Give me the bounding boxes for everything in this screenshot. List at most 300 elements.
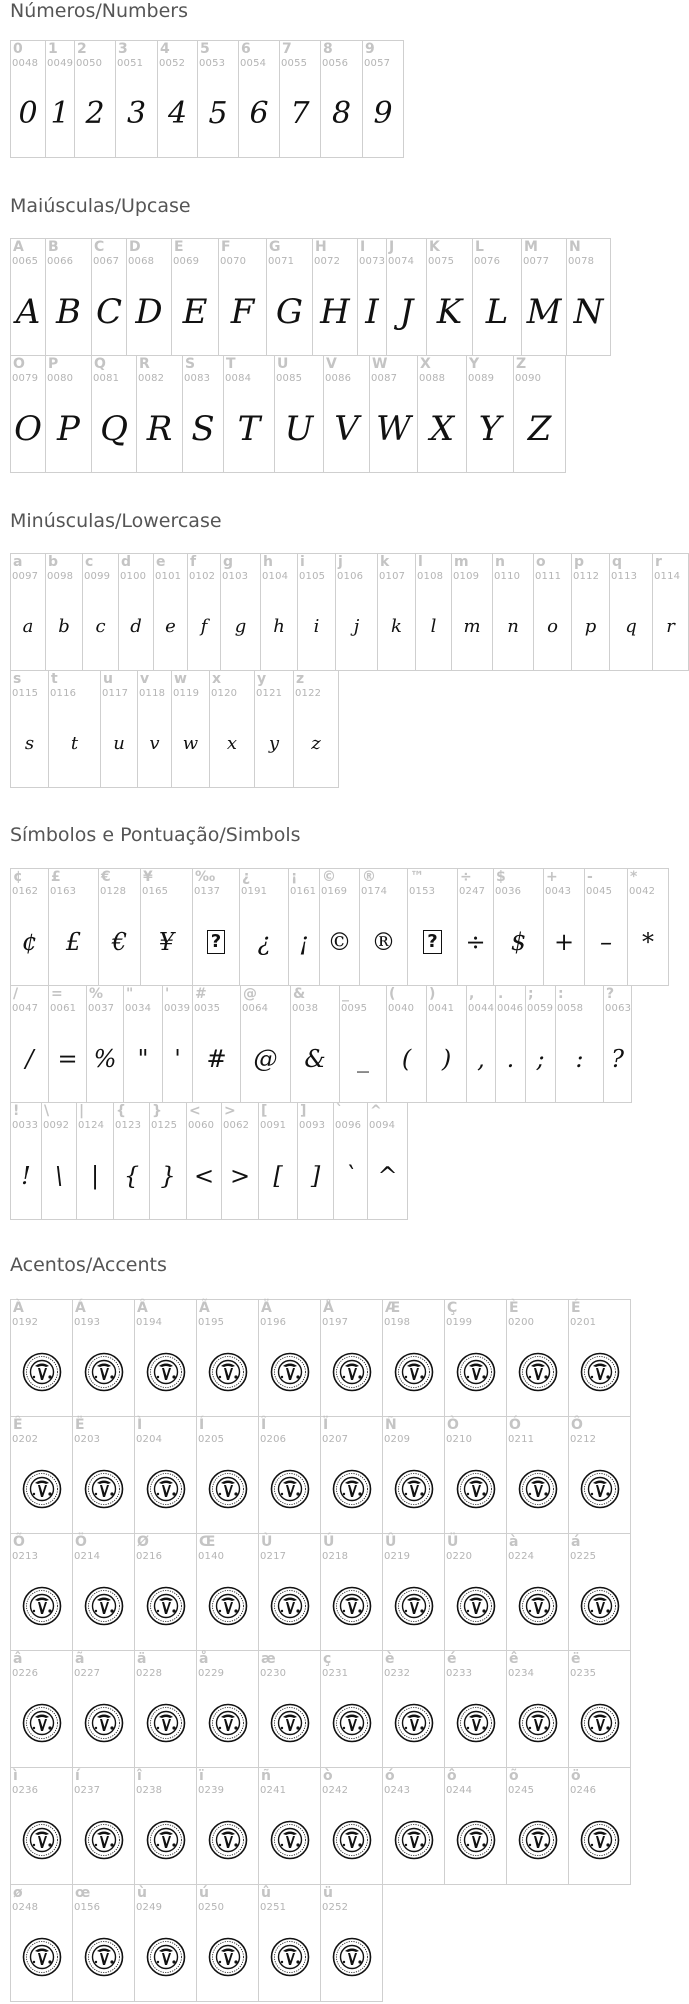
glyph-char-label: \ <box>44 1103 50 1119</box>
glyph-char-label: h <box>263 554 273 570</box>
glyph-sample: z <box>311 733 321 754</box>
glyph-code-label: 0119 <box>173 688 200 699</box>
glyph-code-label: 0228 <box>136 1668 163 1679</box>
missing-glyph-seal-icon <box>146 1352 186 1392</box>
glyph-char-label: 5 <box>200 41 210 57</box>
glyph-code-label: 0174 <box>361 886 388 897</box>
glyph-cell <box>10 1299 73 1417</box>
glyph-sample: K <box>436 292 463 332</box>
glyph-cell <box>10 1102 42 1220</box>
glyph-sample: 0 <box>18 96 38 131</box>
glyph-sample: B <box>56 292 81 332</box>
glyph-code-label: 0083 <box>184 373 211 384</box>
glyph-char-label: ¥ <box>143 869 153 885</box>
glyph-cell <box>162 985 193 1103</box>
glyph-code-label: 0078 <box>568 256 595 267</box>
glyph-code-label: 0216 <box>136 1551 163 1562</box>
glyph-code-label: 0241 <box>260 1785 287 1796</box>
missing-glyph-seal-icon <box>332 1352 372 1392</box>
glyph-code-label: 0096 <box>335 1120 362 1131</box>
glyph-char-label: A <box>13 239 24 255</box>
glyph-cell <box>134 1767 197 1885</box>
glyph-sample: i <box>313 616 320 637</box>
glyph-code-label: 0062 <box>223 1120 250 1131</box>
glyph-code-label: 0066 <box>47 256 74 267</box>
glyph-sample: } <box>160 1162 176 1190</box>
glyph-cell <box>258 1650 321 1768</box>
glyph-code-label: 0061 <box>50 1003 77 1014</box>
glyph-char-label: X <box>420 356 431 372</box>
glyph-char-label: @ <box>243 986 257 1002</box>
glyph-code-label: 0099 <box>84 571 111 582</box>
glyph-code-label: 0233 <box>446 1668 473 1679</box>
glyph-cell <box>221 1102 259 1220</box>
glyph-cell <box>48 670 101 788</box>
glyph-code-label: 0122 <box>295 688 322 699</box>
glyph-sample: { <box>123 1162 140 1190</box>
glyph-sample: h <box>273 616 285 637</box>
glyph-sample: N <box>573 292 604 332</box>
glyph-char-label: ? <box>606 986 615 1002</box>
missing-glyph-seal-icon <box>456 1469 496 1509</box>
glyph-char-label: + <box>546 869 558 885</box>
glyph-char-label: = <box>51 986 63 1002</box>
glyph-cell <box>359 868 408 986</box>
glyph-code-label: 0044 <box>468 1003 495 1014</box>
glyph-char-label: G <box>269 239 281 255</box>
glyph-code-label: 0125 <box>151 1120 178 1131</box>
glyph-cell <box>258 1533 321 1651</box>
glyph-code-label: 0116 <box>50 688 77 699</box>
glyph-sample: L <box>485 292 509 332</box>
glyph-code-label: 0191 <box>241 886 268 897</box>
glyph-code-label: 0115 <box>12 688 39 699</box>
glyph-cell <box>45 553 83 671</box>
glyph-code-label: 0089 <box>468 373 495 384</box>
glyph-code-label: 0137 <box>194 886 221 897</box>
glyph-char-label: è <box>385 1651 395 1667</box>
glyph-char-label: s <box>13 671 22 687</box>
glyph-cell <box>72 1299 135 1417</box>
glyph-sample: O <box>14 409 42 449</box>
glyph-sample: a <box>22 616 34 637</box>
missing-glyph-seal-icon <box>22 1937 62 1977</box>
glyph-cell <box>239 868 289 986</box>
glyph-code-label: 0039 <box>164 1003 191 1014</box>
glyph-char-label: Ò <box>447 1417 459 1433</box>
glyph-char-label: ù <box>137 1885 147 1901</box>
glyph-char-label: ó <box>385 1768 395 1784</box>
glyph-sample: 6 <box>249 96 269 131</box>
glyph-char-label: e <box>156 554 166 570</box>
glyph-char-label: ë <box>571 1651 581 1667</box>
glyph-cell <box>319 868 360 986</box>
glyph-char-label: p <box>574 554 585 570</box>
glyph-code-label: 0055 <box>281 58 308 69</box>
glyph-char-label: Î <box>261 1417 267 1433</box>
missing-glyph-seal-icon <box>84 1469 124 1509</box>
glyph-code-label: 0102 <box>189 571 216 582</box>
glyph-cell <box>386 985 427 1103</box>
glyph-cell <box>153 553 188 671</box>
glyph-code-label: 0205 <box>198 1434 225 1445</box>
glyph-code-label: 0035 <box>194 1003 221 1014</box>
glyph-code-label: 0052 <box>159 58 186 69</box>
glyph-char-label: r <box>655 554 662 570</box>
glyph-cell <box>466 985 496 1103</box>
glyph-code-label: 0193 <box>74 1317 101 1328</box>
glyph-char-label: > <box>224 1103 236 1119</box>
glyph-sample: S <box>191 409 215 449</box>
glyph-sample: ÷ <box>465 928 486 956</box>
missing-glyph-seal-icon <box>270 1469 310 1509</box>
glyph-code-label: 0076 <box>474 256 501 267</box>
glyph-cell <box>10 238 46 356</box>
glyph-char-label: H <box>315 239 327 255</box>
glyph-code-label: 0041 <box>428 1003 455 1014</box>
glyph-cell <box>197 40 239 158</box>
glyph-sample: ) <box>441 1045 452 1073</box>
glyph-cell <box>72 1884 135 2002</box>
glyph-code-label: 0042 <box>629 886 656 897</box>
glyph-code-label: 0203 <box>74 1434 101 1445</box>
glyph-char-label: j <box>338 554 343 570</box>
glyph-sample: m <box>463 616 481 637</box>
glyph-sample: ] <box>310 1162 321 1190</box>
glyph-cell <box>377 553 416 671</box>
missing-glyph-seal-icon <box>208 1352 248 1392</box>
glyph-sample: ¡ <box>299 928 309 956</box>
glyph-char-label: u <box>103 671 113 687</box>
glyph-cell <box>382 1767 445 1885</box>
glyph-code-label: 0195 <box>198 1317 225 1328</box>
glyph-sample: 8 <box>331 96 352 131</box>
missing-glyph-seal-icon <box>146 1469 186 1509</box>
glyph-code-label: 0082 <box>138 373 165 384</box>
glyph-code-label: 0237 <box>74 1785 101 1796</box>
missing-glyph-seal-icon <box>580 1352 620 1392</box>
missing-glyph-seal-icon <box>146 1820 186 1860</box>
glyph-sample: # <box>206 1045 227 1073</box>
glyph-char-label: o <box>536 554 546 570</box>
glyph-char-label: K <box>429 239 440 255</box>
glyph-char-label: â <box>13 1651 23 1667</box>
glyph-code-label: 0169 <box>321 886 348 897</box>
missing-glyph-seal-icon <box>22 1820 62 1860</box>
glyph-sample: U <box>284 409 314 449</box>
glyph-char-label: ö <box>571 1768 581 1784</box>
glyph-cell <box>10 868 49 986</box>
glyph-cell <box>382 1650 445 1768</box>
glyph-cell <box>525 985 556 1103</box>
glyph-cell <box>382 1416 445 1534</box>
glyph-code-label: 0053 <box>199 58 226 69</box>
glyph-char-label: * <box>630 869 638 885</box>
missing-glyph-seal-icon <box>208 1820 248 1860</box>
glyph-sample: ^ <box>377 1162 398 1190</box>
glyph-cell <box>126 238 172 356</box>
missing-glyph-seal-icon <box>332 1586 372 1626</box>
glyph-code-label: 0232 <box>384 1668 411 1679</box>
glyph-char-label: ì <box>13 1768 18 1784</box>
glyph-code-label: 0218 <box>322 1551 349 1562</box>
glyph-char-label: ¢ <box>13 869 23 885</box>
missing-glyph-seal-icon <box>146 1703 186 1743</box>
glyph-cell <box>238 40 280 158</box>
glyph-code-label: 0072 <box>314 256 341 267</box>
glyph-code-label: 0068 <box>128 256 155 267</box>
glyph-sample: A <box>15 292 41 332</box>
glyph-cell <box>609 553 653 671</box>
glyph-cell <box>290 985 340 1103</box>
glyph-char-label: 1 <box>48 41 58 57</box>
glyph-cell <box>171 238 219 356</box>
glyph-cell <box>218 238 267 356</box>
glyph-cell <box>568 1767 631 1885</box>
glyph-cell <box>506 1650 569 1768</box>
glyph-sample: r <box>666 616 675 637</box>
glyph-code-label: 0098 <box>47 571 74 582</box>
glyph-cell <box>41 1102 77 1220</box>
glyph-sample: x <box>226 733 238 754</box>
glyph-sample: 2 <box>85 96 105 131</box>
glyph-code-label: 0220 <box>446 1551 473 1562</box>
glyph-cell <box>171 670 210 788</box>
glyph-cell <box>10 1767 73 1885</box>
glyph-code-label: 0088 <box>419 373 446 384</box>
glyph-code-label: 0047 <box>12 1003 39 1014</box>
glyph-char-label: . <box>498 986 504 1002</box>
glyph-char-label: N <box>569 239 581 255</box>
glyph-char-label: ] <box>300 1103 307 1119</box>
glyph-char-label: Ç <box>447 1300 458 1316</box>
glyph-cell <box>492 553 534 671</box>
missing-glyph-seal-icon <box>394 1352 434 1392</box>
glyph-cell <box>362 40 404 158</box>
glyph-cell <box>10 553 46 671</box>
glyph-cell <box>652 553 689 671</box>
missing-glyph-seal-icon <box>518 1703 558 1743</box>
glyph-code-label: 0197 <box>322 1317 349 1328</box>
glyph-char-label: ü <box>323 1885 333 1901</box>
glyph-char-label: / <box>13 986 19 1002</box>
glyph-cell <box>568 1533 631 1651</box>
glyph-code-label: 0212 <box>570 1434 597 1445</box>
glyph-sample: 3 <box>126 96 147 131</box>
glyph-char-label: û <box>261 1885 271 1901</box>
glyph-char-label: a <box>13 554 23 570</box>
glyph-code-label: 0105 <box>299 571 326 582</box>
glyph-char-label: Ã <box>199 1300 210 1316</box>
glyph-char-label: q <box>612 554 623 570</box>
glyph-cell <box>258 1767 321 1885</box>
missing-glyph-seal-icon <box>456 1703 496 1743</box>
glyph-sample: f <box>200 616 208 637</box>
glyph-sample: o <box>547 616 558 637</box>
glyph-code-label: 0242 <box>322 1785 349 1796</box>
glyph-cell <box>258 1416 321 1534</box>
glyph-code-label: 0199 <box>446 1317 473 1328</box>
glyph-code-label: 0238 <box>136 1785 163 1796</box>
missing-glyph-seal-icon <box>270 1586 310 1626</box>
glyph-sample: * <box>642 928 654 956</box>
glyph-code-label: 0163 <box>50 886 77 897</box>
glyph-cell <box>10 670 49 788</box>
glyph-cell <box>382 1299 445 1417</box>
glyph-char-label: € <box>101 869 111 885</box>
missing-glyph-seal-icon <box>208 1937 248 1977</box>
glyph-sample: ¿ <box>257 928 271 956</box>
glyph-code-label: 0090 <box>515 373 542 384</box>
glyph-sample: s <box>24 733 35 754</box>
glyph-code-label: 0244 <box>446 1785 473 1796</box>
glyph-char-label: m <box>454 554 469 570</box>
glyph-code-label: 0217 <box>260 1551 287 1562</box>
glyph-code-label: 0049 <box>47 58 74 69</box>
glyph-cell <box>196 1650 259 1768</box>
glyph-sample: V <box>334 409 359 449</box>
glyph-cell <box>320 1299 383 1417</box>
glyph-char-label: | <box>79 1103 85 1119</box>
glyph-cell <box>444 1299 507 1417</box>
glyph-cell <box>196 1416 259 1534</box>
glyph-cell <box>98 868 141 986</box>
missing-glyph-seal-icon <box>394 1820 434 1860</box>
glyph-char-label: É <box>571 1300 581 1316</box>
glyph-char-label: # <box>195 986 207 1002</box>
glyph-sample: H <box>320 292 350 332</box>
glyph-cell <box>192 985 241 1103</box>
glyph-cell <box>320 1884 383 2002</box>
glyph-cell <box>297 1102 334 1220</box>
glyph-cell <box>274 355 324 473</box>
glyph-sample: , <box>477 1045 485 1073</box>
missing-glyph-seal-icon <box>22 1469 62 1509</box>
glyph-code-label: 0250 <box>198 1902 225 1913</box>
glyph-char-label: 9 <box>365 41 375 57</box>
glyph-code-label: 0161 <box>290 886 317 897</box>
glyph-code-label: 0106 <box>337 571 364 582</box>
glyph-sample: q <box>625 616 637 637</box>
glyph-code-label: 0045 <box>586 886 613 897</box>
section-title: Maiúsculas/Upcase <box>10 195 191 217</box>
glyph-cell <box>568 1299 631 1417</box>
glyph-char-label: $ <box>496 869 506 885</box>
glyph-code-label: 0112 <box>573 571 600 582</box>
glyph-code-label: 0200 <box>508 1317 535 1328</box>
glyph-code-label: 0234 <box>508 1668 535 1679</box>
glyph-char-label: ™ <box>410 869 424 885</box>
glyph-code-label: 0058 <box>557 1003 584 1014</box>
missing-glyph-seal-icon <box>518 1586 558 1626</box>
glyph-cell <box>136 355 183 473</box>
glyph-char-label: k <box>380 554 390 570</box>
glyph-cell <box>533 553 572 671</box>
glyph-code-label: 0211 <box>508 1434 535 1445</box>
missing-glyph-seal-icon <box>84 1586 124 1626</box>
glyph-sample: @ <box>253 1045 278 1073</box>
glyph-code-label: 0095 <box>341 1003 368 1014</box>
glyph-cell <box>297 553 336 671</box>
glyph-sample: | <box>90 1162 100 1190</box>
glyph-cell <box>279 40 321 158</box>
glyph-cell <box>472 238 522 356</box>
glyph-cell <box>123 985 163 1103</box>
glyph-char-label: ) <box>429 986 436 1002</box>
glyph-char-label: l <box>418 554 423 570</box>
glyph-char-label: Ö <box>75 1534 87 1550</box>
glyph-cell <box>320 40 363 158</box>
glyph-code-label: 0067 <box>93 256 120 267</box>
glyph-code-label: 0097 <box>12 571 39 582</box>
glyph-code-label: 0209 <box>384 1434 411 1445</box>
glyph-sample: & <box>304 1045 326 1073</box>
glyph-code-label: 0224 <box>508 1551 535 1562</box>
glyph-char-label: b <box>48 554 59 570</box>
missing-glyph-seal-icon <box>456 1352 496 1392</box>
glyph-code-label: 0080 <box>47 373 74 384</box>
glyph-char-label: œ <box>75 1885 91 1901</box>
glyph-char-label: C <box>94 239 105 255</box>
glyph-code-label: 0092 <box>43 1120 70 1131</box>
glyph-char-label: 3 <box>118 41 128 57</box>
glyph-char-label: g <box>223 554 234 570</box>
glyph-code-label: 0121 <box>256 688 283 699</box>
glyph-cell <box>72 1416 135 1534</box>
glyph-cell <box>10 1533 73 1651</box>
glyph-cell <box>367 1102 408 1220</box>
glyph-cell <box>417 355 467 473</box>
glyph-code-label: 0210 <box>446 1434 473 1445</box>
glyph-cell <box>266 238 313 356</box>
glyph-code-label: 0086 <box>325 373 352 384</box>
glyph-code-label: 0038 <box>292 1003 319 1014</box>
glyph-code-label: 0079 <box>12 373 39 384</box>
glyph-cell <box>493 868 544 986</box>
missing-glyph-seal-icon <box>394 1703 434 1743</box>
glyph-cell <box>603 985 632 1103</box>
glyph-code-label: 0070 <box>220 256 247 267</box>
glyph-cell <box>426 985 467 1103</box>
glyph-char-label: v <box>140 671 150 687</box>
glyph-sample: ! <box>21 1162 31 1190</box>
glyph-char-label: Z <box>516 356 527 372</box>
glyph-sample: 1 <box>50 96 70 131</box>
glyph-code-label: 0060 <box>188 1120 215 1131</box>
glyph-code-label: 0251 <box>260 1902 287 1913</box>
glyph-char-label: Ì <box>137 1417 143 1433</box>
section-title: Números/Numbers <box>10 0 188 22</box>
glyph-cell <box>506 1533 569 1651</box>
glyph-char-label: ä <box>137 1651 147 1667</box>
glyph-char-label: ø <box>13 1885 23 1901</box>
glyph-cell <box>571 553 610 671</box>
glyph-char-label: ‰ <box>195 869 216 885</box>
glyph-char-label: £ <box>51 869 61 885</box>
glyph-char-label: - <box>587 869 593 885</box>
glyph-cell <box>134 1533 197 1651</box>
glyph-cell <box>91 355 137 473</box>
missing-glyph-seal-icon <box>208 1703 248 1743</box>
glyph-cell <box>320 1416 383 1534</box>
glyph-sample: 7 <box>290 96 310 131</box>
missing-glyph-seal-icon <box>208 1469 248 1509</box>
glyph-cell <box>10 1650 73 1768</box>
glyph-code-label: 0194 <box>136 1317 163 1328</box>
glyph-code-label: 0249 <box>136 1902 163 1913</box>
glyph-code-label: 0128 <box>100 886 127 897</box>
glyph-char-label: , <box>469 986 475 1002</box>
